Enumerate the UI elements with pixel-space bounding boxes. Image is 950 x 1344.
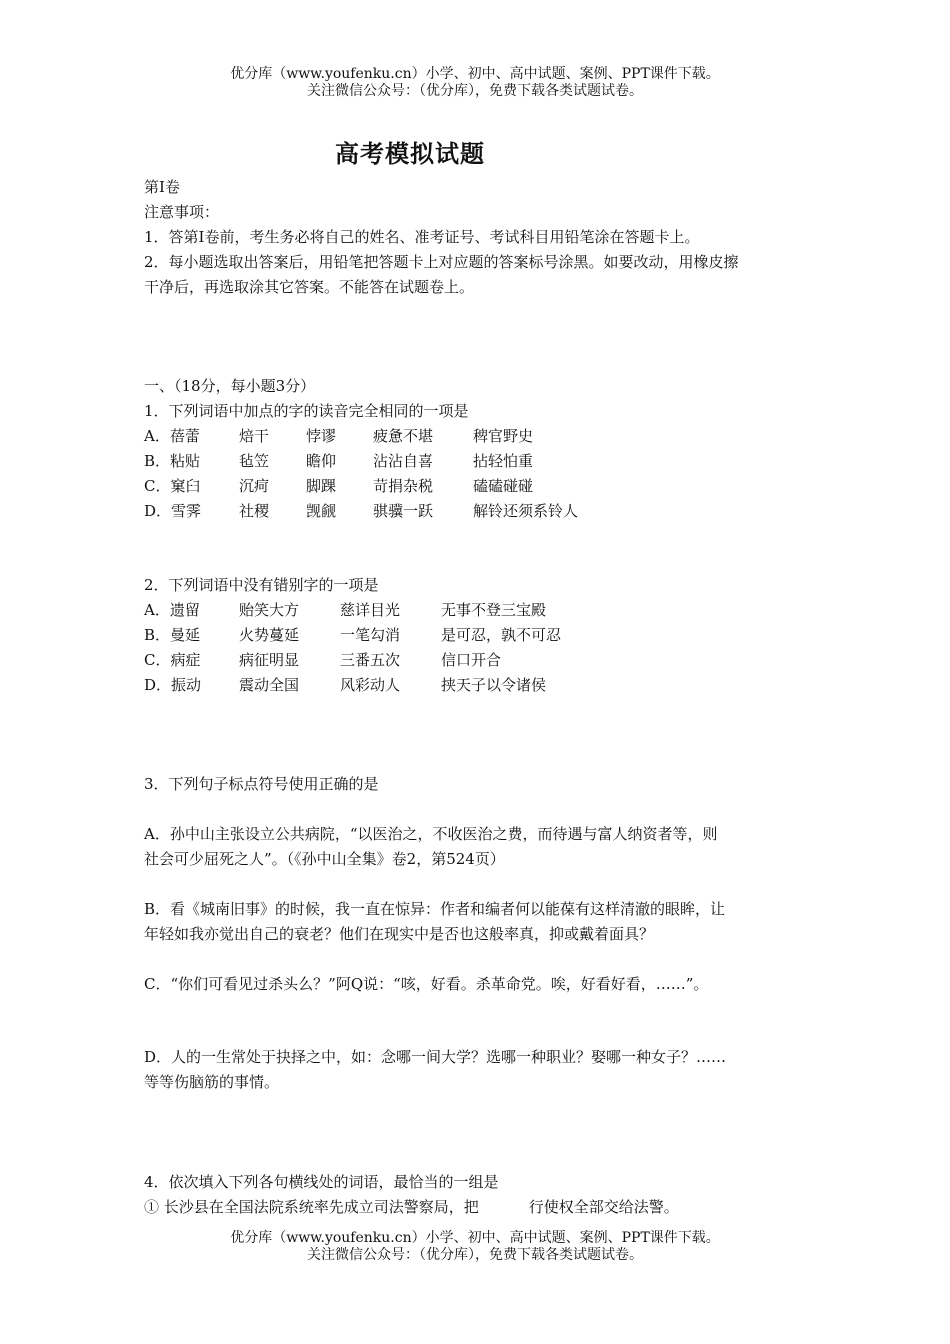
q2-option-cell: 是可忍，孰不可忍	[441, 626, 562, 644]
note-1: 1．答第Ⅰ卷前，考生务必将自己的姓名、准考证号、考试科目用铅笔涂在答题卡上。	[144, 228, 700, 246]
q3-option-b-line-1: B．看《城南旧事》的时候，我一直在惊异：作者和编者何以能葆有这样清澈的眼眸，让	[144, 900, 726, 918]
q1-option-cell: B．粘贴	[144, 452, 201, 470]
footer-line-1: 优分库（www.youfenku.cn）小学、初中、高中试题、案例、PPT课件下载。	[230, 1230, 720, 1246]
q4-sentence-1-part-2: 行使权全部交给法警。	[528, 1198, 679, 1216]
q2-option-cell: 无事不登三宝殿	[441, 601, 547, 619]
q1-option-cell: 稗官野史	[473, 427, 534, 445]
q1-option-cell: 瞻仰	[306, 452, 337, 470]
q2-option-cell: D．振动	[144, 676, 202, 694]
q2-option-cell: 信口开合	[441, 651, 502, 669]
q1-option-cell: 沾沾自喜	[373, 452, 434, 470]
q4-stem: 4．依次填入下列各句横线处的词语，最恰当的一组是	[144, 1173, 499, 1191]
q1-option-cell: 拈轻怕重	[473, 452, 534, 470]
q1-stem: 1．下列词语中加点的字的读音完全相同的一项是	[144, 402, 469, 420]
q2-option-cell: 一笔勾消	[340, 626, 401, 644]
q1-option-cell: 骐骥一跃	[373, 502, 434, 520]
q1-option-cell: 疲惫不堪	[373, 427, 434, 445]
q3-option-d-line-2: 等等伤脑筋的事情。	[144, 1073, 280, 1091]
q3-option-c-line-1: C．“你们可看见过杀头么？”阿Q说：“咳，好看。杀革命党。唉，好看好看，……”。	[144, 975, 709, 993]
q1-option-d	[144, 501, 578, 521]
q1-option-cell: D．雪霁	[144, 502, 202, 520]
q2-option-cell: 震动全国	[239, 676, 300, 694]
q2-option-d	[144, 675, 546, 695]
q4-sentence-1	[144, 1197, 679, 1217]
q2-option-b	[144, 625, 561, 645]
page-header	[0, 66, 950, 100]
q1-option-b	[144, 451, 533, 471]
q2-option-cell: A．遗留	[144, 601, 200, 619]
q2-option-cell: C．病症	[144, 651, 201, 669]
q2-option-cell: 风彩动人	[340, 676, 401, 694]
q2-option-c	[144, 650, 501, 670]
q4-sentence-1-part-1: ① 长沙县在全国法院系统率先成立司法警察局，把	[144, 1198, 479, 1216]
q2-option-a	[144, 600, 546, 620]
q1-option-cell: 毡笠	[239, 452, 270, 470]
q1-option-cell: 沉疴	[239, 477, 270, 495]
q2-option-cell: B．曼延	[144, 626, 201, 644]
q1-option-cell: 悖谬	[306, 427, 337, 445]
header-line-1: 优分库（www.youfenku.cn）小学、初中、高中试题、案例、PPT课件下载。	[230, 66, 720, 82]
q3-option-b-line-2: 年轻如我亦觉出自己的衰老？他们在现实中是否也这般率真，抑或戴着面具？	[144, 925, 655, 943]
notes-heading: 注意事项：	[144, 203, 220, 221]
section-1-heading: 一、（18分，每小题3分）	[144, 377, 316, 395]
q3-option-a-line-2: 社会可少屈死之人”。（《孙中山全集》卷2，第524页）	[144, 850, 505, 868]
q3-option-a-line-1: A．孙中山主张设立公共病院，“以医治之，不收医治之费，而待遇与富人纳资者等，则	[144, 825, 718, 843]
q1-option-cell: 觊觎	[306, 502, 337, 520]
note-2-line-2: 干净后，再选取涂其它答案。不能答在试题卷上。	[144, 278, 475, 296]
footer-line-2: 关注微信公众号：（优分库），免费下载各类试题试卷。	[307, 1247, 643, 1263]
q2-option-cell: 贻笑大方	[239, 601, 300, 619]
note-2-line-1: 2．每小题选取出答案后，用铅笔把答题卡上对应题的答案标号涂黑。如要改动，用橡皮擦	[144, 253, 739, 271]
volume-label: 第Ⅰ卷	[144, 178, 180, 196]
q1-option-cell: 脚踝	[306, 477, 337, 495]
q2-option-cell: 火势蔓延	[239, 626, 300, 644]
q2-option-cell: 病征明显	[239, 651, 300, 669]
page-footer	[0, 1230, 950, 1264]
q1-option-c	[144, 476, 533, 496]
q1-option-cell: 磕磕碰碰	[473, 477, 534, 495]
q3-option-d-line-1: D．人的一生常处于抉择之中，如：念哪一间大学？选哪一种职业？娶哪一种女子？……	[144, 1048, 727, 1066]
q1-option-cell: 焙干	[239, 427, 270, 445]
q3-stem: 3．下列句子标点符号使用正确的是	[144, 775, 379, 793]
q2-option-cell: 慈详目光	[340, 601, 401, 619]
q1-option-cell: 苛捐杂税	[373, 477, 434, 495]
q1-option-a	[144, 426, 533, 446]
header-line-2: 关注微信公众号：（优分库），免费下载各类试题试卷。	[307, 83, 643, 99]
q2-stem: 2．下列词语中没有错别字的一项是	[144, 576, 379, 594]
q2-option-cell: 三番五次	[340, 651, 401, 669]
q1-option-cell: 解铃还须系铃人	[473, 502, 579, 520]
q1-option-cell: A．蓓蕾	[144, 427, 200, 445]
q1-option-cell: C．窠臼	[144, 477, 201, 495]
q2-option-cell: 挟天子以令诸侯	[441, 676, 547, 694]
page-title: 高考模拟试题	[335, 140, 485, 168]
q1-option-cell: 社稷	[239, 502, 270, 520]
